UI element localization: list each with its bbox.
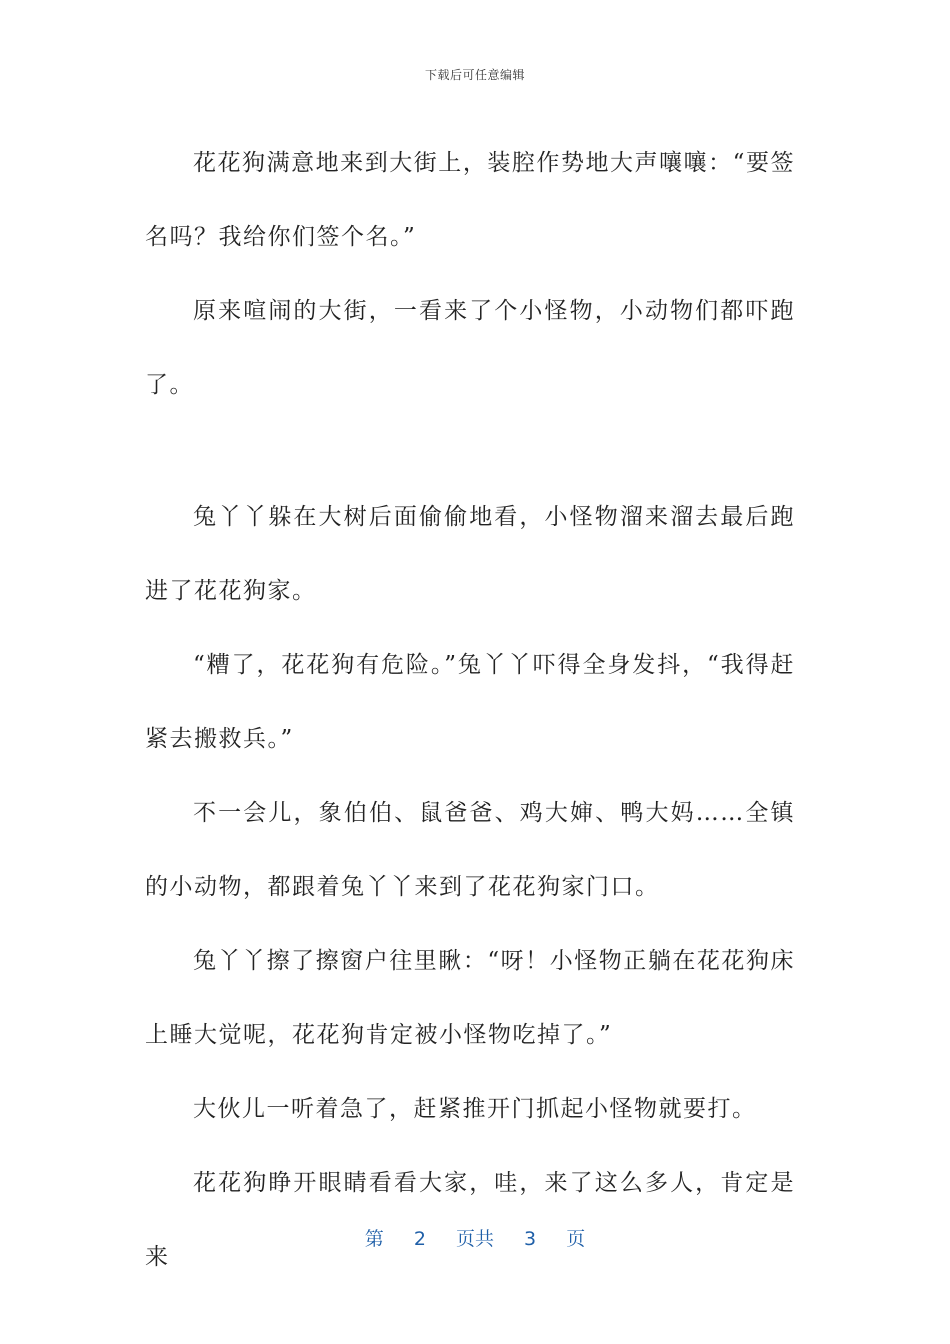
- total-pages-number: 3: [524, 1228, 537, 1250]
- paragraph-7: 大伙儿一听着急了，赶紧推开门抓起小怪物就要打。: [193, 1096, 757, 1122]
- paragraph-6: 兔丫丫擦了擦窗户往里瞅：“呀！小怪物正躺在花花狗床上睡大觉呢，花花狗肯定被小怪物吃掉了。”: [145, 948, 795, 1048]
- document-body: [145, 126, 795, 1294]
- paragraph-1: 花花狗满意地来到大街上，装腔作势地大声嚷嚷：“要签名吗？我给你们签个名。”: [145, 150, 795, 250]
- page-header: 下载后可任意编辑: [424, 68, 525, 82]
- footer-prefix: 第: [364, 1228, 384, 1250]
- paragraph-3: 兔丫丫躲在大树后面偷偷地看，小怪物溜来溜去最后跑进了花花狗家。: [145, 504, 795, 604]
- paragraph-8: 花花狗睁开眼睛看看大家，哇，来了这么多人，肯定是来: [145, 1170, 795, 1270]
- page-footer: [0, 1224, 950, 1251]
- paragraph-5: 不一会儿，象伯伯、鼠爸爸、鸡大婶、鸭大妈……全镇的小动物，都跟着兔丫丫来到了花花狗家门口。: [145, 800, 795, 900]
- footer-suffix: 页: [566, 1228, 586, 1250]
- current-page-number: 2: [413, 1228, 426, 1250]
- footer-middle: 页共: [455, 1228, 494, 1250]
- paragraph-4: “糟了，花花狗有危险。”兔丫丫吓得全身发抖，“我得赶紧去搬救兵。”: [145, 652, 795, 752]
- paragraph-2: 原来喧闹的大街，一看来了个小怪物，小动物们都吓跑了。: [145, 298, 795, 398]
